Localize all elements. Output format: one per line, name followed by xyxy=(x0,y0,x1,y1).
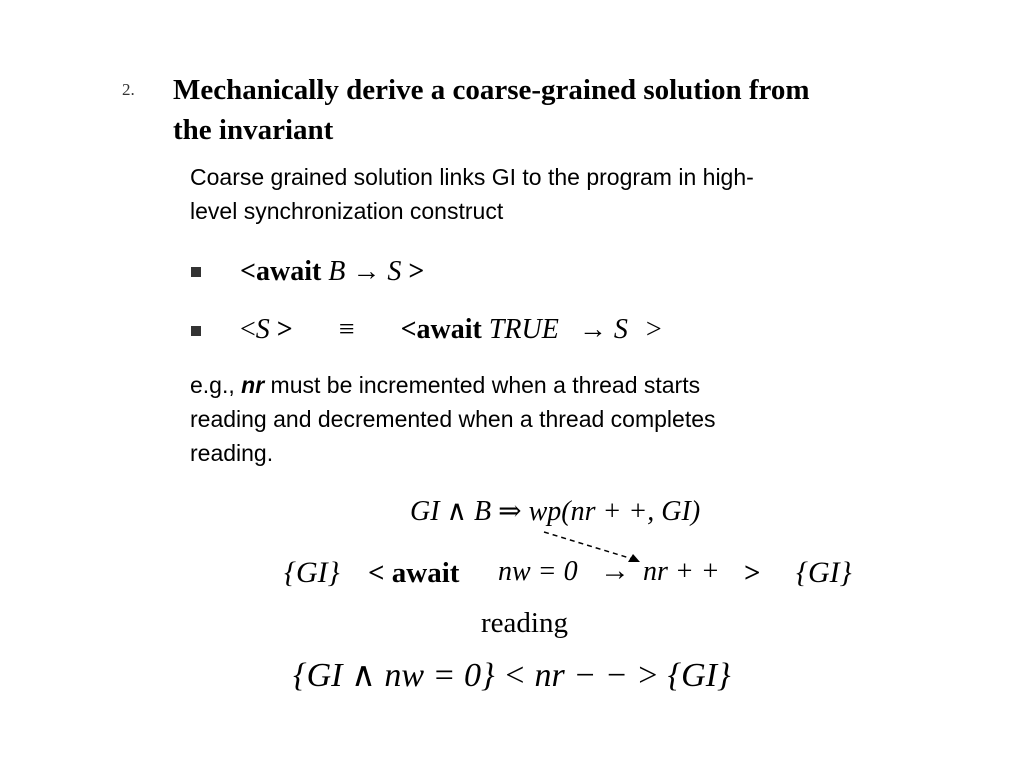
bullet-1-close: > xyxy=(408,256,425,287)
heading-line-1: Mechanically derive a coarse-grained solution from xyxy=(173,74,810,106)
example-line-3: reading. xyxy=(190,440,274,466)
bullet-2-lhs-close: > xyxy=(276,314,293,345)
bullet-2-await: await xyxy=(416,314,482,345)
bullet-1-open: < xyxy=(240,256,256,287)
slide-heading xyxy=(173,70,810,150)
bullet-2-lhs-stmt: S xyxy=(255,314,270,345)
triple-precondition: {GI} xyxy=(284,556,340,589)
example-line-1 xyxy=(190,368,716,402)
triple-close: > xyxy=(744,557,761,589)
bullet-2-formula xyxy=(240,314,662,346)
bullet-marker-2 xyxy=(191,326,201,336)
example-paragraph xyxy=(190,368,716,470)
bullet-1-formula xyxy=(240,256,424,288)
item-number: 2. xyxy=(122,80,135,99)
bullet-marker-1 xyxy=(191,267,201,277)
triple-statement: nr + + xyxy=(643,556,720,587)
triple-await: < await xyxy=(368,557,460,589)
bullet-2-cond: TRUE xyxy=(488,314,559,345)
triple-arrow: → xyxy=(600,554,630,587)
bullet-2-stmt: S xyxy=(613,314,628,345)
reading-label: reading xyxy=(481,607,568,639)
example-line-2: reading and decremented when a thread completes xyxy=(190,406,716,432)
triple-postcondition: {GI} xyxy=(796,556,852,589)
bullet-1-await: await xyxy=(255,256,322,287)
description-line-1: Coarse grained solution links GI to the program in high- xyxy=(190,164,754,190)
bullet-2-arrow: → xyxy=(578,314,607,345)
example-prefix: e.g., xyxy=(190,372,242,398)
bullet-2-lhs-open: < xyxy=(240,314,256,345)
bullet-2-equiv: ≡ xyxy=(338,314,355,345)
bullet-2-close: > xyxy=(645,314,662,345)
example-line-1-rest: must be incremented when a thread starts xyxy=(264,372,701,398)
description-paragraph xyxy=(190,160,754,228)
example-var-nr: nr xyxy=(241,372,265,398)
wp-formula: GI ∧ B ⇒ wp(nr + +, GI) xyxy=(410,496,701,527)
heading-line-2: the invariant xyxy=(173,114,334,146)
bullet-1-arrow: → xyxy=(352,256,381,287)
triple-condition: nw = 0 xyxy=(498,556,578,587)
bullet-1-cond: B xyxy=(328,256,346,287)
final-formula: {GI ∧ nw = 0} < nr − − > {GI} xyxy=(293,657,731,694)
bullet-2-open: < xyxy=(400,314,417,345)
description-line-2: level synchronization construct xyxy=(190,198,504,224)
bullet-1-stmt: S xyxy=(387,256,402,287)
